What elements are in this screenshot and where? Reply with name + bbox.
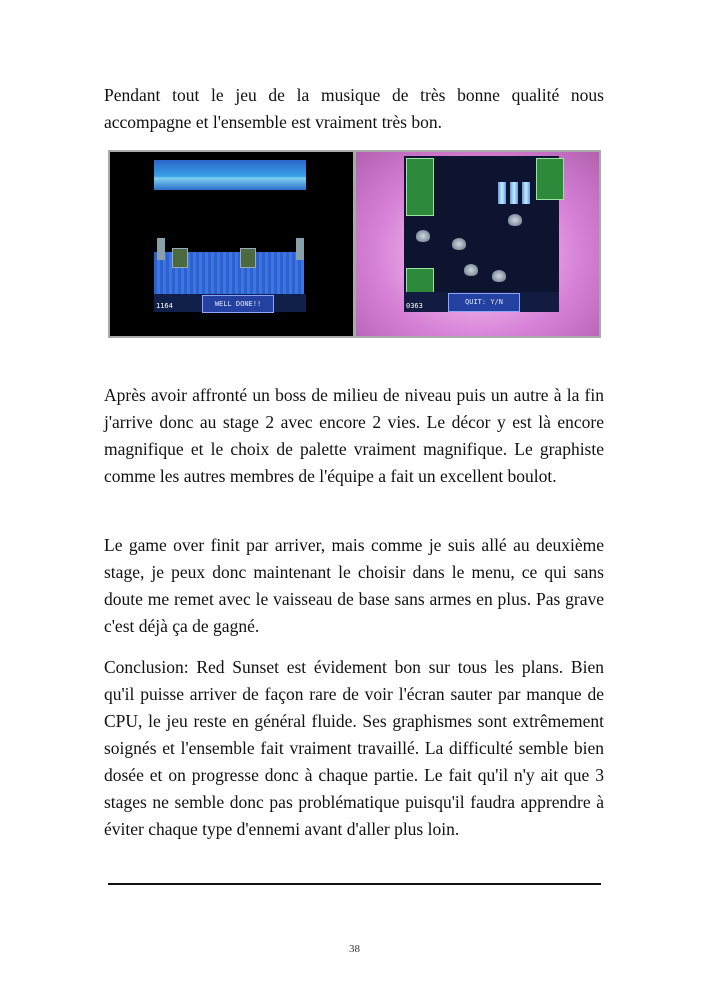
paragraph-game-over: Le game over finit par arriver, mais comme je suis allé au deuxième stage, je peux donc maintenant le choisir dans le menu, ce qui sans doute me remet avec le vaisseau de base sans armes en plus. Pas grave c'est déjà ça de gagné. bbox=[104, 535, 604, 636]
enemy-sprite bbox=[508, 214, 522, 226]
column bbox=[510, 182, 518, 204]
hud-message: QUIT: Y/N bbox=[448, 293, 520, 312]
page-number: 38 bbox=[349, 943, 360, 955]
section-divider bbox=[108, 883, 601, 885]
sky-band bbox=[154, 160, 306, 190]
tower bbox=[240, 248, 256, 268]
paragraph-intro: Pendant tout le jeu de la musique de très bonne qualité nous accompagne et l'ensemble est vraiment très bon. bbox=[104, 85, 604, 132]
enemy-sprite bbox=[452, 238, 466, 250]
green-wall bbox=[406, 158, 434, 216]
pillar bbox=[296, 238, 304, 260]
enemy-sprite bbox=[416, 230, 430, 242]
paragraph-conclusion: Conclusion: Red Sunset est évidement bon sur tous les plans. Bien qu'il puisse arriver de façon rare de voir l'écran sauter par manque de CPU, le jeu reste en général fluide. Ses graphismes sont extrêmement soignés et l'ensemble fait vraiment travaillé. La difficulté semble bien dosée et on progresse donc à chaque partie. Le fait qu'il n'y ait que 3 stages ne semble donc pas problématique puisqu'il faudra apprendre à éviter chaque type d'ennemi avant d'aller plus loin. bbox=[104, 657, 604, 839]
enemy-sprite bbox=[464, 264, 478, 276]
green-wall bbox=[536, 158, 564, 200]
enemy-sprite bbox=[492, 270, 506, 282]
hud-message: WELL DONE!! bbox=[202, 295, 274, 313]
hud-score: 1164 bbox=[156, 302, 173, 310]
column bbox=[498, 182, 506, 204]
hud-score: 0363 bbox=[406, 302, 423, 310]
tower bbox=[172, 248, 188, 268]
screenshot-stage-2 bbox=[356, 152, 599, 336]
column bbox=[522, 182, 530, 204]
screenshot-stage-end bbox=[110, 152, 353, 336]
green-wall bbox=[406, 268, 434, 294]
paragraph-stage-2: Après avoir affronté un boss de milieu de niveau puis un autre à la fin j'arrive donc au stage 2 avec encore 2 vies. Le décor y est là encore magnifique et le choix de palette vraiment magnifique. Le graphiste comme les autres membres de l'équipe a fait un excellent boulot. bbox=[104, 385, 604, 486]
screenshot-figure bbox=[108, 150, 601, 338]
pillar bbox=[157, 238, 165, 260]
